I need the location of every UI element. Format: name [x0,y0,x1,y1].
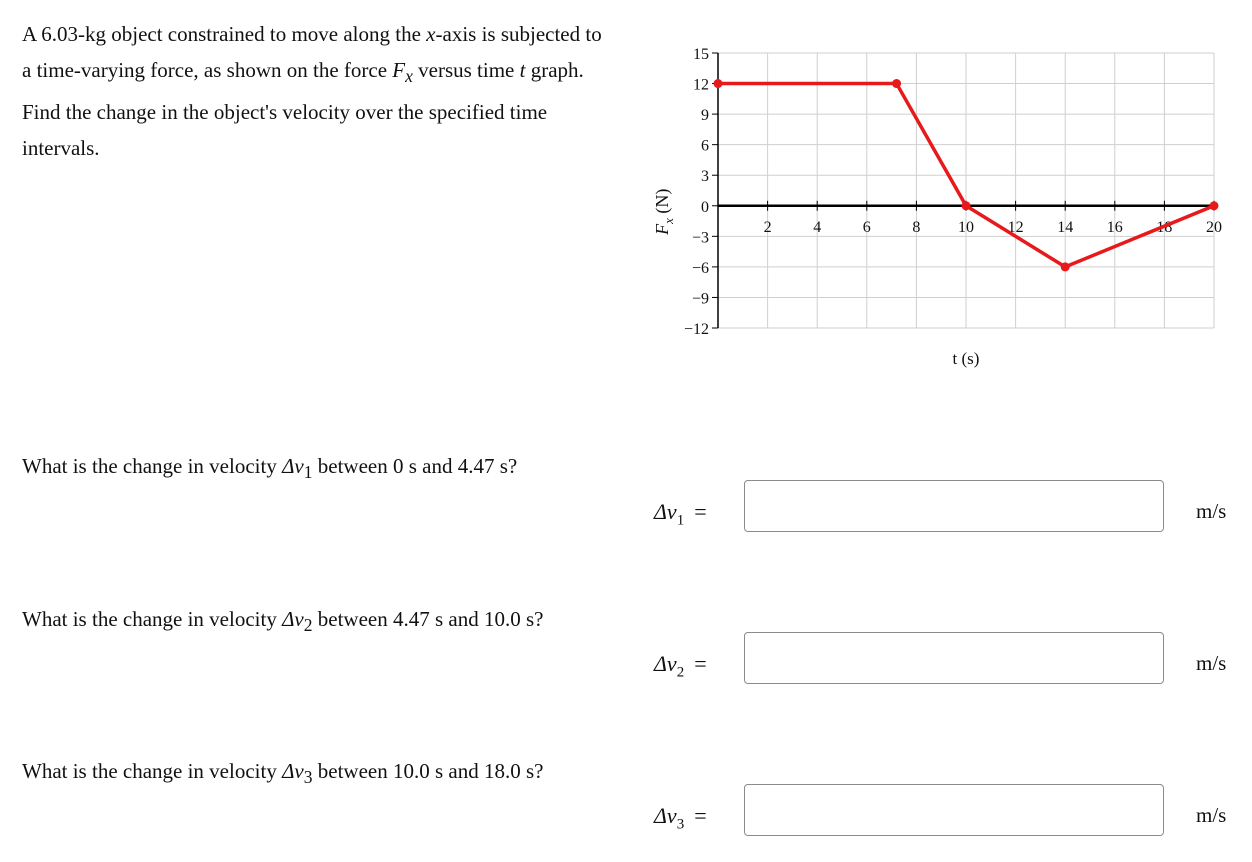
time-variable: t [519,58,526,82]
x-tick-label: 14 [1057,218,1074,236]
x-tick-label: 6 [862,218,871,236]
question-3 [22,758,543,790]
x-tick-label: 16 [1106,218,1123,236]
answer-1-unit: m/s [1196,499,1227,523]
question-3-subscript: 3 [303,767,313,788]
y-tick-label: 9 [701,107,709,125]
answer-2-label [654,650,707,686]
question-2-text-post: between 4.47 s and 10.0 s? [312,607,544,631]
data-point [892,79,901,88]
answer-2-unit: m/s [1196,651,1227,675]
force-subscript: x [405,66,413,87]
question-1-symbol: Δv [282,454,304,478]
answer-3-symbol: Δv [654,803,677,828]
x-tick-label: 4 [813,218,822,236]
x-tick-label: 12 [1007,218,1024,236]
y-tick-label: 0 [701,198,709,216]
answer-2-equals: = [694,651,707,676]
force-time-chart [638,36,1252,376]
problem-text-1: A 6.03-kg object constrained to move along the [22,22,427,46]
y-tick-label: 3 [701,168,709,186]
problem-text-4: graph. Find the change in the object's velocity over the specified time intervals. [22,58,584,161]
data-point [962,201,971,210]
answer-2-subscript: 2 [676,664,685,681]
force-time-graph [638,36,1252,376]
x-tick-label: 18 [1156,218,1173,236]
problem-text-2: -axis is subjected to a time-varying force, as shown on the force [22,22,602,82]
answer-2-input[interactable] [744,632,1164,684]
answer-1-equals: = [694,499,707,524]
question-2-subscript: 2 [303,615,313,636]
y-tick-label: −3 [691,229,709,247]
answer-3-label [654,802,707,838]
answer-3-subscript: 3 [676,816,685,833]
x-tick-label: 8 [912,218,921,236]
problem-text-3: versus time [412,58,520,82]
answer-2-symbol: Δv [654,651,677,676]
question-3-symbol: Δv [282,759,304,783]
question-2-symbol: Δv [282,607,304,631]
answer-3-unit: m/s [1196,803,1227,827]
question-1 [22,453,517,485]
question-3-text-pre: What is the change in velocity [22,759,283,783]
question-2 [22,606,543,638]
data-point [1210,201,1219,210]
y-tick-label: 12 [693,76,709,94]
question-2-text-pre: What is the change in velocity [22,607,283,631]
answer-3-equals: = [694,803,707,828]
answer-1-subscript: 1 [676,512,685,529]
data-point [1061,262,1070,271]
problem-statement [22,16,602,166]
question-1-subscript: 1 [303,462,313,483]
question-1-text-post: between 0 s and 4.47 s? [312,454,518,478]
data-point [714,79,723,88]
y-axis-label [652,189,676,236]
answer-3-input[interactable] [744,784,1164,836]
y-tick-label: 6 [701,137,709,155]
y-tick-label: −6 [691,259,709,277]
force-symbol: F [392,58,406,82]
y-axis-label-subscript: x [661,218,676,224]
x-tick-label: 2 [763,218,772,236]
answer-1-label [654,498,707,534]
y-tick-label: −9 [691,290,709,308]
y-axis-label-unit: (N) [652,188,672,219]
y-tick-label: −12 [683,321,709,338]
x-tick-label: 20 [1206,218,1222,236]
answer-1-symbol: Δv [654,499,677,524]
y-axis-label-symbol: F [652,223,672,235]
answer-1-input[interactable] [744,480,1164,532]
question-1-text-pre: What is the change in velocity [22,454,283,478]
axis-variable: x [426,22,436,46]
y-tick-label: 15 [693,46,709,63]
x-tick-label: 10 [958,218,974,236]
x-axis-label: t (s) [952,349,980,368]
question-3-text-post: between 10.0 s and 18.0 s? [312,759,544,783]
